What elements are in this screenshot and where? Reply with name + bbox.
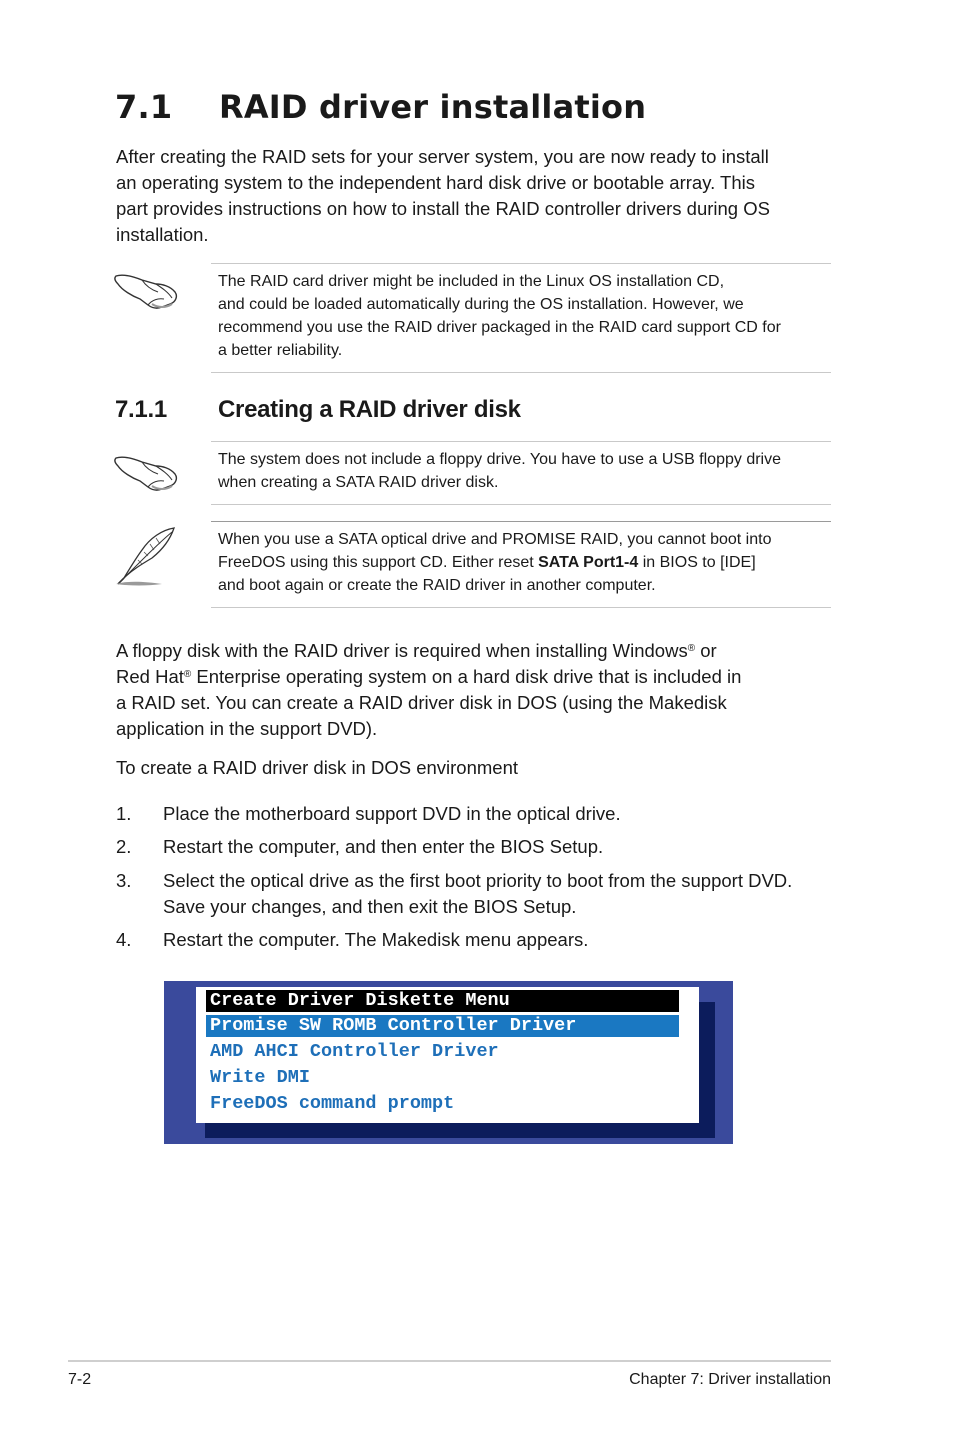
- subsection-title: [115, 396, 521, 424]
- note-rule-top: [211, 441, 831, 442]
- note-raid-driver: [218, 270, 833, 362]
- footer-rule: [68, 1360, 831, 1362]
- step-number: 1.: [116, 803, 132, 824]
- list-item: [116, 927, 588, 953]
- intro-line: After creating the RAID sets for your server system, you are now ready to install: [116, 146, 769, 167]
- menu-item-amd-ahci-driver[interactable]: AMD AHCI Controller Driver: [210, 1041, 499, 1062]
- note-rule-top: [211, 263, 831, 264]
- floppy-paragraph: [116, 638, 816, 742]
- note-line: recommend you use the RAID driver packaged in the RAID card support CD for: [218, 319, 781, 336]
- note-line: The system does not include a floppy drive. You have to use a USB floppy drive: [218, 451, 781, 468]
- list-item: [116, 801, 621, 827]
- pointing-hand-icon: [112, 448, 180, 494]
- pointing-hand-icon: [112, 266, 180, 312]
- paragraph-line: [116, 638, 816, 664]
- intro-line: installation.: [116, 224, 209, 245]
- note-line: a better reliability.: [218, 342, 343, 359]
- list-item: [116, 834, 603, 860]
- note-line: The RAID card driver might be included in the Linux OS installation CD,: [218, 273, 725, 290]
- sata-port-setting: SATA Port1-4: [538, 554, 639, 571]
- note-floppy: [218, 448, 833, 494]
- note-line: When you use a SATA optical drive and PROMISE RAID, you cannot boot into: [218, 531, 772, 548]
- step-text: Save your changes, and then exit the BIOS Setup.: [163, 896, 577, 917]
- section-title: RAID driver installation: [219, 88, 647, 126]
- text-segment: Red Hat: [116, 666, 184, 687]
- registered-mark: ®: [183, 669, 192, 680]
- registered-mark: ®: [687, 643, 696, 654]
- steps-list: [116, 801, 836, 961]
- section-number: 7.1: [115, 88, 173, 126]
- intro-line: an operating system to the independent hard disk drive or bootable array. This: [116, 172, 755, 193]
- subsection-number: 7.1.1: [115, 396, 167, 423]
- subsection-title-text: Creating a RAID driver disk: [218, 396, 521, 423]
- note-rule-top: [211, 521, 831, 522]
- note-rule-bottom: [211, 504, 831, 505]
- step-text: Place the motherboard support DVD in the optical drive.: [163, 803, 621, 824]
- paragraph-line: [116, 664, 816, 690]
- text-segment: Enterprise operating system on a hard disk drive that is included in: [191, 666, 742, 687]
- step-number: 2.: [116, 836, 132, 857]
- note-text-segment: FreeDOS using this support CD. Either reset: [218, 554, 539, 571]
- note-line: when creating a SATA RAID driver disk.: [218, 474, 499, 491]
- intro-line: part provides instructions on how to install the RAID controller drivers during OS: [116, 198, 770, 219]
- note-line: and could be loaded automatically during the OS installation. However, we: [218, 296, 744, 313]
- quill-pen-icon: [112, 524, 182, 588]
- note-line: and boot again or create the RAID driver in another computer.: [218, 577, 656, 594]
- text-segment: or: [695, 640, 717, 661]
- step-text: Select the optical drive as the first boot priority to boot from the support DVD.: [163, 870, 793, 891]
- page-number: 7-2: [68, 1371, 92, 1388]
- page-title: [115, 88, 646, 126]
- step-text: Restart the computer. The Makedisk menu appears.: [163, 929, 589, 950]
- menu-item-write-dmi[interactable]: Write DMI: [210, 1067, 310, 1088]
- step-text: Restart the computer, and then enter the BIOS Setup.: [163, 836, 604, 857]
- chapter-title: Chapter 7: Driver installation: [629, 1371, 831, 1388]
- paragraph-line: application in the support DVD).: [116, 718, 378, 739]
- menu-title: Create Driver Diskette Menu: [206, 990, 679, 1012]
- step-number: 4.: [116, 929, 132, 950]
- menu-item-promise-driver[interactable]: Promise SW ROMB Controller Driver: [206, 1015, 679, 1037]
- intro-paragraph: [116, 144, 816, 248]
- note-sata-optical: [218, 528, 833, 597]
- menu-item-freedos-prompt[interactable]: FreeDOS command prompt: [210, 1093, 455, 1114]
- note-rule-bottom: [211, 607, 831, 608]
- note-text-segment: in BIOS to [IDE]: [638, 554, 756, 571]
- paragraph-line: a RAID set. You can create a RAID driver disk in DOS (using the Makedisk: [116, 692, 727, 713]
- note-line: [218, 551, 833, 574]
- dos-instructions-intro: To create a RAID driver disk in DOS environment: [116, 757, 519, 778]
- text-segment: A floppy disk with the RAID driver is required when installing Windows: [116, 640, 688, 661]
- step-number: 3.: [116, 870, 132, 891]
- note-rule-bottom: [211, 372, 831, 373]
- list-item: [116, 868, 792, 920]
